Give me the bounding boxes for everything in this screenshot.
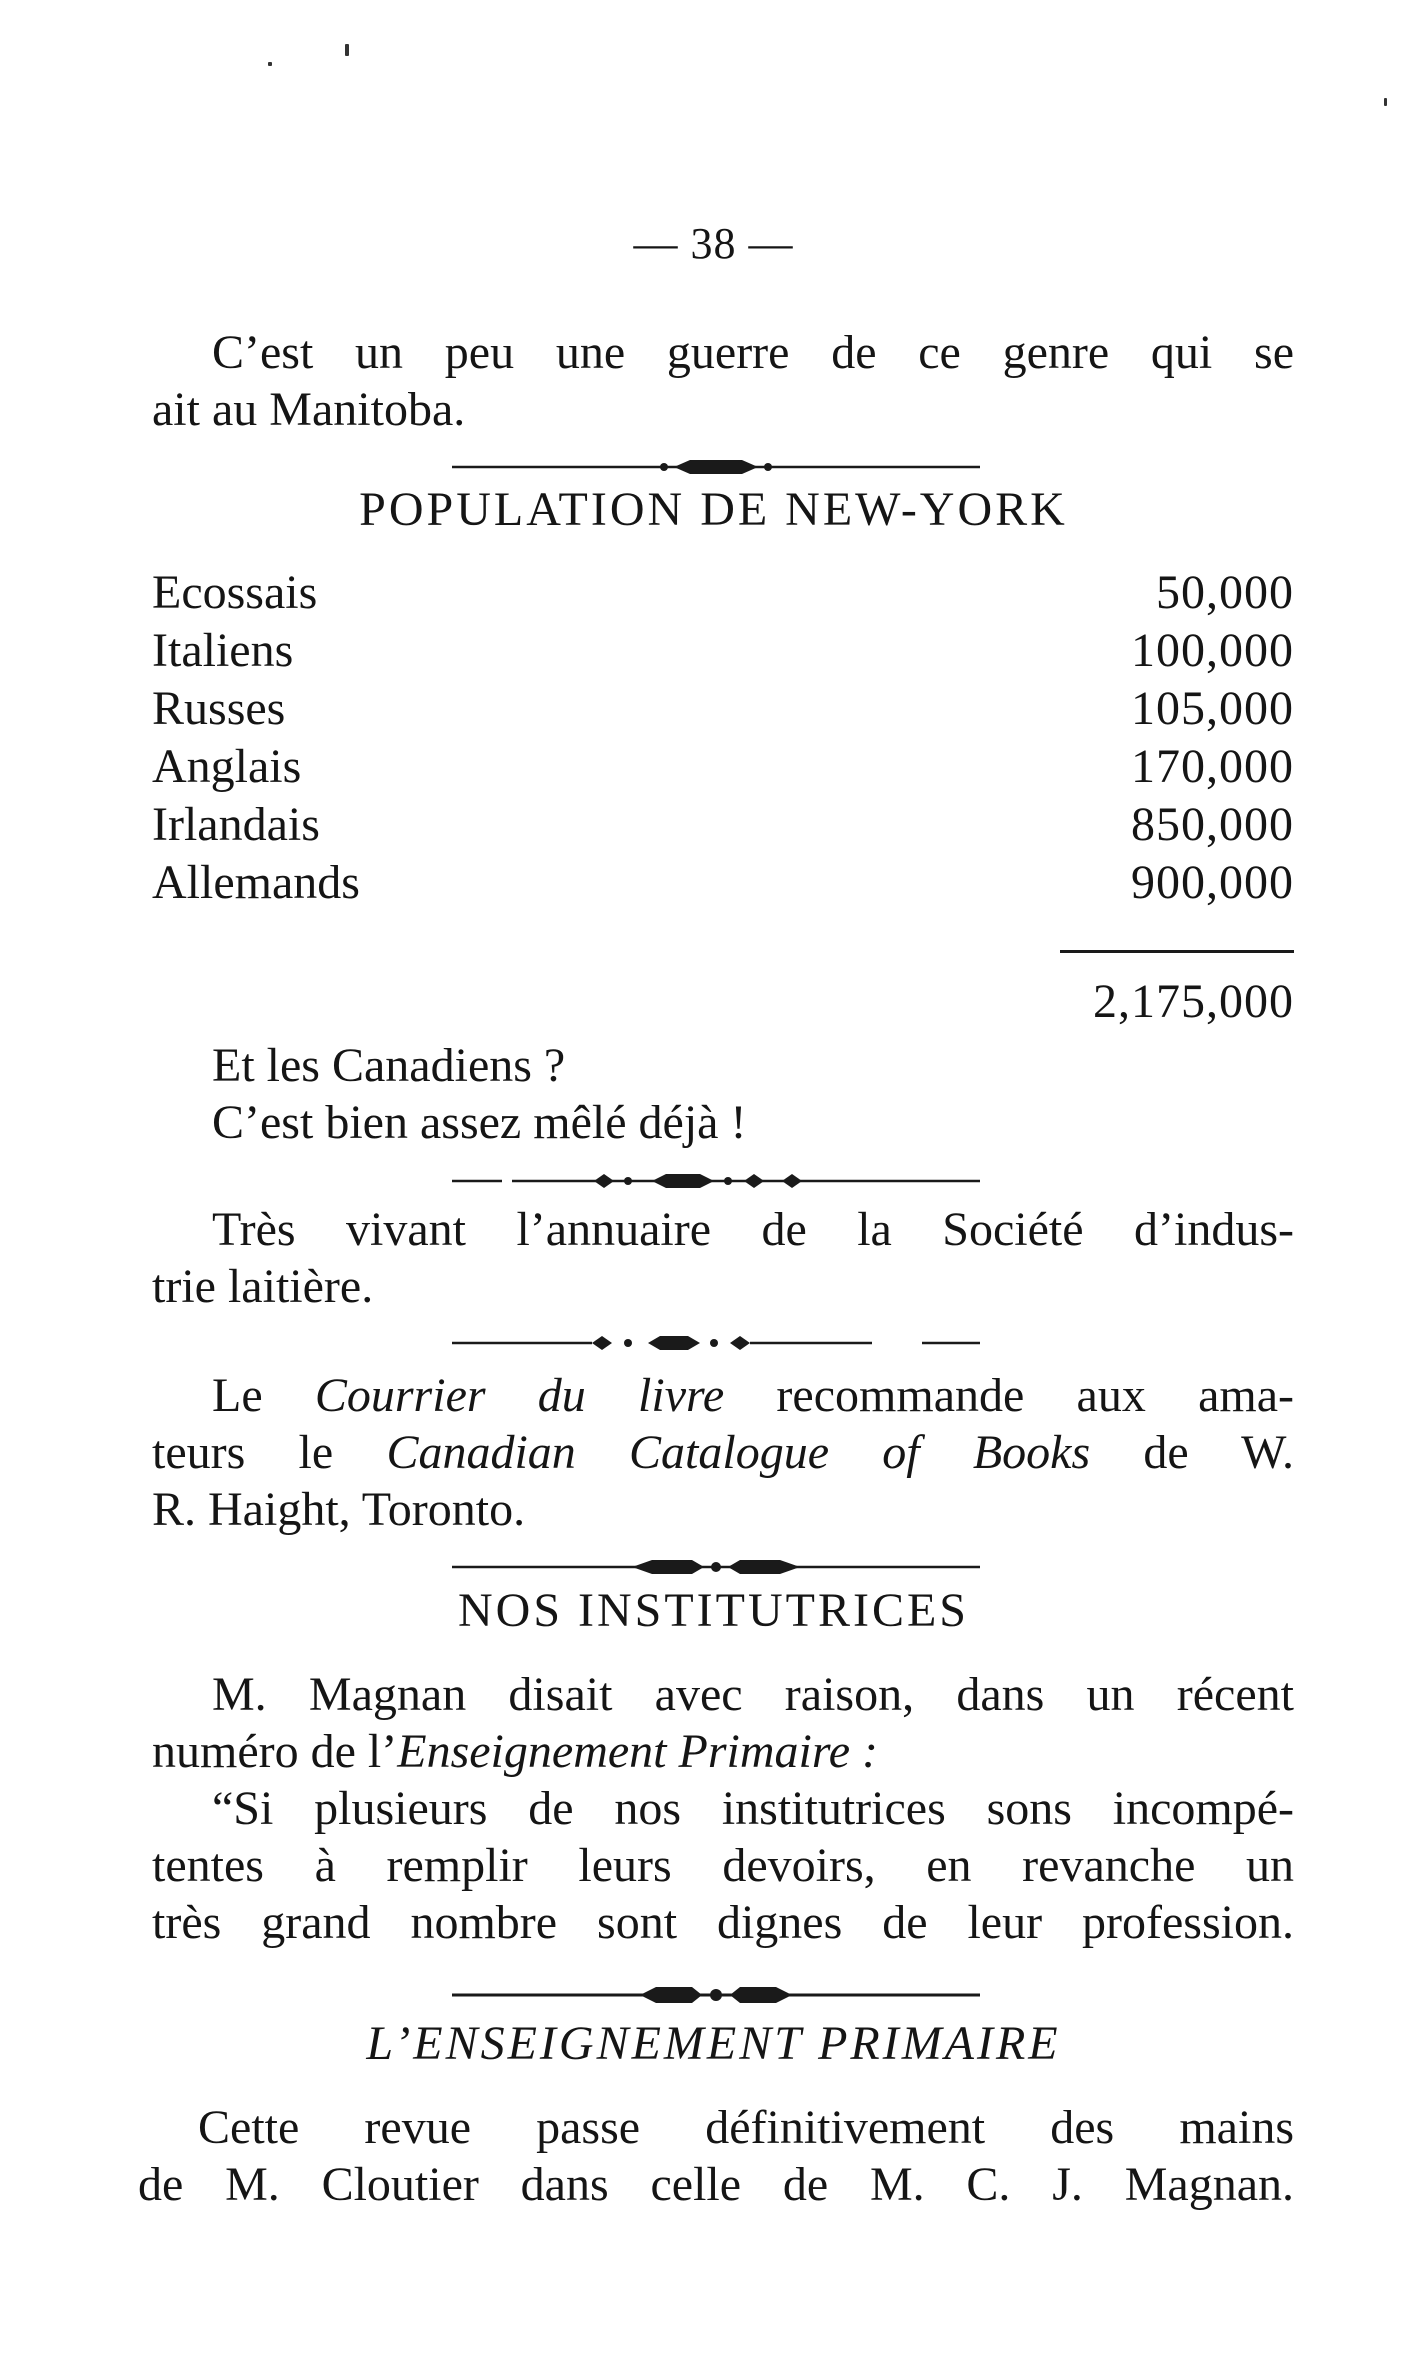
scan-speck (345, 44, 349, 56)
annuaire-line-2: trie laitière. (152, 1260, 374, 1313)
population-value: 850,000 (1131, 798, 1294, 851)
nationality-label: Allemands (152, 856, 360, 909)
enseignement-line-2: de M. Cloutier dans celle de M. C. J. Magnan. (138, 2158, 1294, 2211)
ornamental-divider (452, 452, 980, 482)
table-row (152, 565, 1294, 621)
table-row (152, 739, 1294, 795)
population-value: 170,000 (1131, 740, 1294, 793)
population-value: 100,000 (1131, 624, 1294, 677)
courrier-text: recommande aux ama- (724, 1369, 1295, 1422)
scan-speck (268, 62, 272, 66)
annuaire-line-1: Très vivant l’annuaire de la Société d’indus- (212, 1203, 1294, 1256)
institutrices-title: NOS INSTITUTRICES (457, 1584, 969, 1637)
courrier-text: Le (212, 1369, 315, 1422)
table-row (152, 623, 1294, 679)
courrier-line-2 (152, 1425, 1294, 1481)
population-value: 105,000 (1131, 682, 1294, 735)
nationality-label: Irlandais (152, 798, 320, 851)
nationality-label: Anglais (152, 740, 302, 793)
nationality-label: Russes (152, 682, 286, 735)
institutrices-line-2 (152, 1724, 878, 1780)
population-title: POPULATION DE NEW-YORK (359, 483, 1068, 536)
ornamental-divider (452, 1552, 980, 1582)
quote-line-1: “Si plusieurs de nos institutrices sons incompé- (212, 1782, 1294, 1835)
intro-line-2: ait au Manitoba. (152, 383, 466, 436)
enseignement-line-1: Cette revue passe définitivement des mains (198, 2101, 1294, 2154)
quote-line-3: très grand nombre sont dignes de leur profession. (152, 1896, 1294, 1949)
nationality-label: Ecossais (152, 566, 318, 619)
enseignement-title: L’ENSEIGNEMENT PRIMAIRE (366, 2017, 1061, 2070)
institutrices-text: numéro de l’ (152, 1725, 398, 1778)
courrier-line-3: R. Haight, Toronto. (152, 1483, 526, 1536)
nationality-label: Italiens (152, 624, 294, 677)
total-rule (1060, 950, 1294, 953)
table-row (152, 681, 1294, 737)
population-total: 2,175,000 (1093, 975, 1294, 1028)
courrier-text: teurs le (152, 1426, 387, 1479)
canadiens-line-1: Et les Canadiens ? (212, 1039, 566, 1092)
institutrices-line-1: M. Magnan disait avec raison, dans un récent (212, 1668, 1294, 1721)
ornamental-divider (452, 1328, 980, 1358)
courrier-title: Courrier du livre (314, 1369, 725, 1422)
ornamental-divider (452, 1980, 980, 2010)
page-number: — 38 — (633, 219, 794, 268)
ornamental-divider (452, 1166, 980, 1196)
population-value: 50,000 (1156, 566, 1294, 619)
canadiens-line-2: C’est bien assez mêlé déjà ! (212, 1096, 747, 1149)
intro-line-1: C’est un peu une guerre de ce genre qui se (212, 326, 1294, 379)
population-value: 900,000 (1131, 856, 1294, 909)
quote-line-2: tentes à remplir leurs devoirs, en revanche un (152, 1839, 1294, 1892)
table-row (152, 855, 1294, 911)
courrier-text: de W. (1090, 1426, 1294, 1479)
table-row (152, 797, 1294, 853)
journal-title: Enseignement Primaire : (397, 1725, 879, 1778)
catalogue-title: Canadian Catalogue of Books (386, 1426, 1091, 1479)
courrier-line-1 (212, 1368, 1294, 1424)
scan-speck (1384, 98, 1387, 106)
